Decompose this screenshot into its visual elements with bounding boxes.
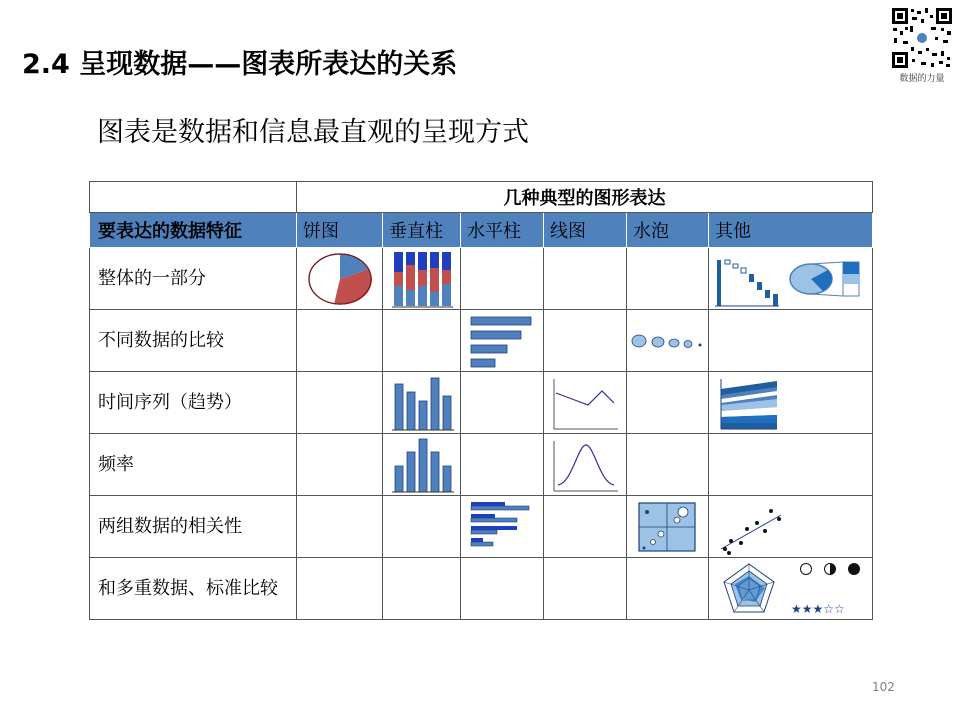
paired-bar-chart-icon: [461, 496, 544, 558]
column-chart-icon: [383, 372, 461, 434]
table-row: [90, 558, 873, 620]
line-chart-icon: [544, 372, 627, 434]
feature-column-header: 要表达的数据特征: [90, 213, 297, 248]
table-row: [90, 310, 873, 372]
chart-types-span-header: 几种典型的图形表达: [297, 182, 873, 213]
table-row: [90, 248, 873, 310]
svg-text:★★★☆☆: ★★★☆☆: [790, 601, 845, 616]
page-number: 102: [872, 680, 895, 694]
radar-chart-and-ratings-icon: [709, 558, 873, 620]
bubble-quadrant-icon: [627, 496, 709, 558]
slide-title: 2.4 呈现数据——图表所表达的关系: [22, 49, 458, 80]
chart-type-table: [89, 181, 873, 620]
table-header-row: [90, 182, 873, 213]
table-row: [90, 496, 873, 558]
table-row: [90, 372, 873, 434]
table-row: [90, 434, 873, 496]
histogram-icon: [383, 434, 461, 496]
waterfall-and-pie-breakdown-icon: [709, 248, 873, 310]
slide-subtitle: 图表是数据和信息最直观的呈现方式: [97, 117, 529, 148]
row-label: 两组数据的相关性: [90, 496, 297, 558]
col-header-horizontal-bar: 水平柱: [461, 213, 544, 248]
col-header-bubble: 水泡: [627, 213, 709, 248]
col-header-other: 其他: [709, 213, 873, 248]
header-empty-cell: [90, 182, 297, 213]
col-header-line: 线图: [544, 213, 627, 248]
horizontal-bar-chart-icon: [461, 310, 544, 372]
qr-caption: 数据的力量: [899, 74, 945, 84]
scatter-trend-icon: [709, 496, 873, 558]
column-header-row: [90, 213, 873, 248]
bell-curve-icon: [544, 434, 627, 496]
col-header-pie: 饼图: [297, 213, 383, 248]
stacked-column-chart-icon: [383, 248, 461, 310]
stacked-area-chart-icon: [709, 372, 873, 434]
row-label: 不同数据的比较: [90, 310, 297, 372]
pie-chart-icon: [297, 248, 383, 310]
row-label: 整体的一部分: [90, 248, 297, 310]
row-label: 时间序列（趋势）: [90, 372, 297, 434]
bubble-row-icon: [627, 310, 709, 372]
row-label: 频率: [90, 434, 297, 496]
qr-code-icon: [891, 7, 953, 69]
row-label: 和多重数据、标准比较: [90, 558, 297, 620]
col-header-vertical-bar: 垂直柱: [383, 213, 461, 248]
